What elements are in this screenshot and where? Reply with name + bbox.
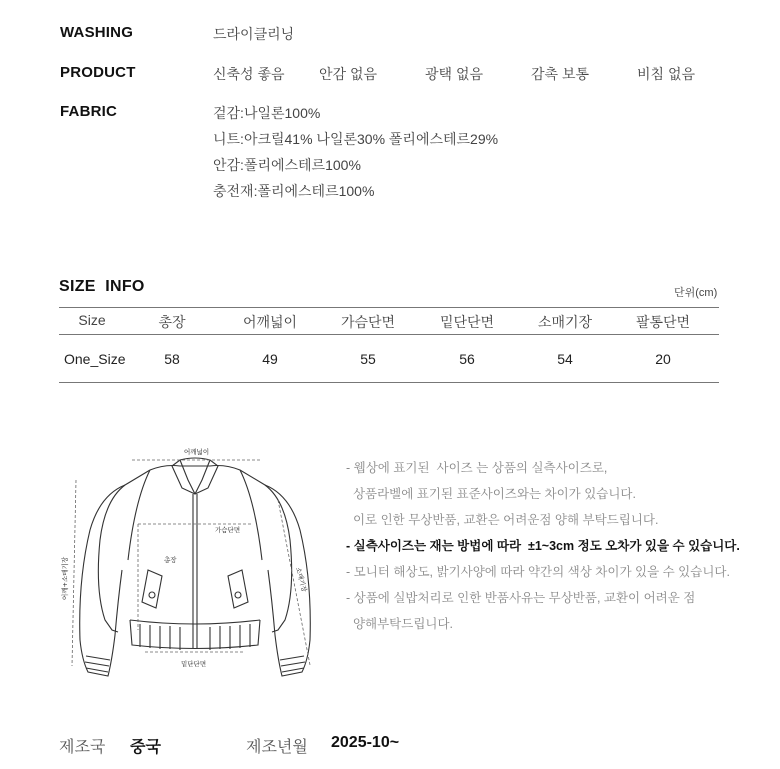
product-trait-4: 감촉 보통	[531, 66, 589, 82]
value-chest: 55	[360, 351, 376, 367]
value-shoulder: 49	[262, 351, 278, 367]
diagram-label-sleeve-side: 어깨+소매기장	[61, 556, 69, 600]
table-header-total-length: 총장	[158, 314, 186, 330]
table-header-sleeve-width: 팔통단면	[635, 314, 691, 330]
fabric-label: FABRIC	[60, 103, 118, 120]
product-label: PRODUCT	[60, 64, 136, 81]
table-header-chest: 가슴단면	[340, 314, 396, 330]
size-name: One_Size	[64, 351, 126, 367]
product-trait-2: 안감 없음	[319, 66, 377, 82]
fabric-line-2: 니트:아크릴41% 나일론30% 폴리에스테르29%	[213, 131, 499, 147]
country-label: 제조국	[59, 739, 106, 756]
note-line-4: - 실측사이즈는 재는 방법에 따라 ±1~3cm 정도 오차가 있을 수 있습니다.	[346, 539, 740, 553]
fabric-line-1: 겉감:나일론100%	[213, 105, 321, 121]
table-header-shoulder: 어깨넓이	[242, 314, 298, 330]
diagram-label-chest: 가슴단면	[215, 526, 241, 534]
value-sleeve-length: 54	[557, 351, 573, 367]
value-sleeve-width: 20	[655, 351, 671, 367]
diagram-label-sleeve: 소매기장	[294, 566, 309, 593]
note-line-6: - 상품에 실밥처리로 인한 반품사유는 무상반품, 교환이 어려운 점	[346, 591, 696, 605]
table-header-border	[59, 334, 719, 335]
table-bottom-border	[59, 382, 719, 383]
jacket-measurement-diagram	[60, 440, 320, 690]
value-total-length: 58	[164, 351, 180, 367]
size-info-title: SIZE INFO	[59, 278, 145, 295]
washing-value: 드라이클리닝	[213, 26, 295, 42]
washing-label: WASHING	[60, 24, 134, 41]
note-line-1: - 웹상에 표기된 사이즈 는 상품의 실측사이즈로,	[346, 461, 608, 475]
note-line-7: 양해부탁드립니다.	[346, 617, 454, 631]
manufacture-date-value: 2025-10~	[331, 734, 400, 751]
product-trait-3: 광택 없음	[425, 66, 483, 82]
table-header-sleeve-length: 소매기장	[537, 314, 593, 330]
note-line-5: - 모니터 해상도, 밝기사양에 따라 약간의 색상 차이가 있을 수 있습니다.	[346, 565, 730, 579]
diagram-label-hem: 밑단단면	[181, 660, 207, 668]
diagram-label-length: 총장	[164, 556, 177, 564]
size-unit: 단위(cm)	[674, 287, 718, 299]
diagram-label-shoulder: 어깨넓이	[184, 448, 210, 456]
table-header-size: Size	[78, 312, 106, 328]
note-line-2: 상품라벨에 표기된 표준사이즈와는 차이가 있습니다.	[346, 487, 636, 501]
product-trait-5: 비침 없음	[637, 66, 695, 82]
value-hem: 56	[459, 351, 475, 367]
table-top-border	[59, 307, 719, 308]
table-header-hem: 밑단단면	[439, 314, 495, 330]
fabric-line-3: 안감:폴리에스테르100%	[213, 157, 361, 173]
fabric-line-4: 충전재:폴리에스테르100%	[213, 183, 375, 199]
manufacture-date-label: 제조년월	[246, 739, 308, 756]
country-value: 중국	[130, 739, 161, 756]
product-trait-1: 신축성 좋음	[213, 66, 285, 82]
note-line-3: 이로 인한 무상반품, 교환은 어려운점 양해 부탁드립니다.	[346, 513, 659, 527]
